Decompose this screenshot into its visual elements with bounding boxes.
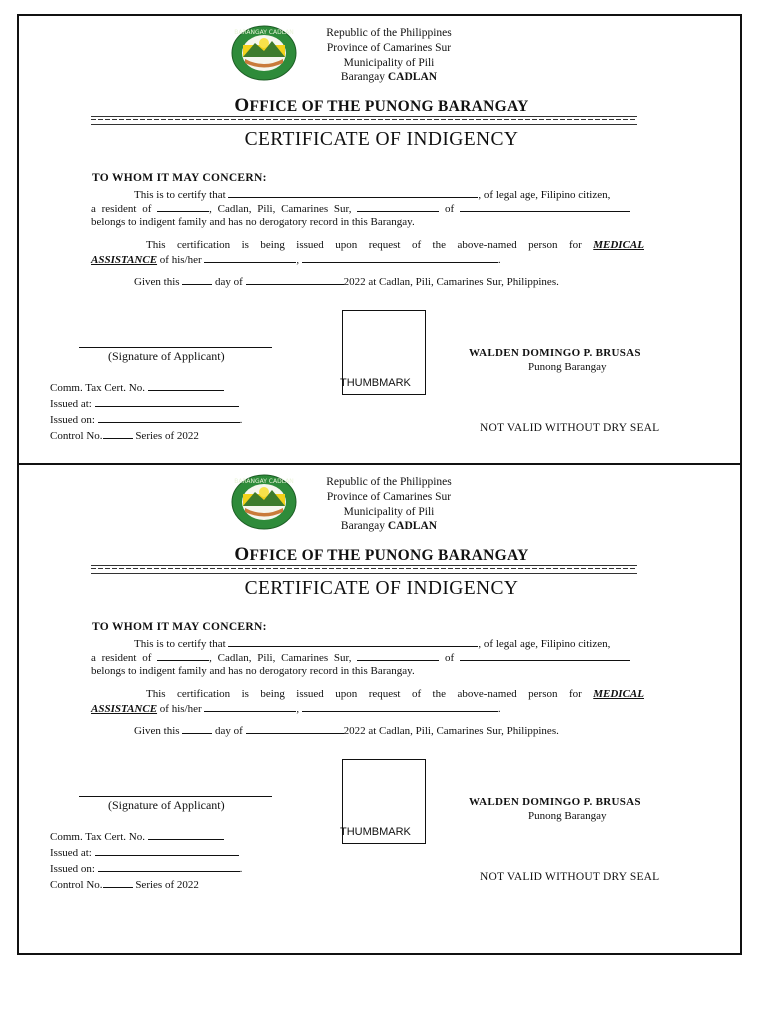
letterhead bbox=[279, 26, 499, 85]
body-line-3: belongs to indigent family and has no derogatory record in this Barangay. bbox=[91, 216, 415, 228]
purpose-line-2: ASSISTANCE of his/her , . bbox=[91, 703, 501, 715]
relation-blank[interactable] bbox=[357, 201, 439, 212]
control-field: Control No. Series of 2022 bbox=[50, 879, 199, 891]
purpose-line-2: ASSISTANCE of his/her , . bbox=[91, 254, 501, 266]
issued-on-blank[interactable] bbox=[98, 861, 240, 872]
control-blank[interactable] bbox=[103, 877, 133, 888]
ctc-blank[interactable] bbox=[148, 829, 224, 840]
official-position: Punong Barangay bbox=[528, 361, 607, 373]
month-blank[interactable] bbox=[246, 274, 344, 285]
salutation: TO WHOM IT MAY CONCERN: bbox=[92, 172, 267, 184]
municipality-line: Municipality of Pili bbox=[343, 505, 435, 518]
body-line-2: a resident of , Cadlan, Pili, Camarines Sur, of bbox=[91, 201, 630, 216]
thumbmark-label: THUMBMARK bbox=[340, 826, 411, 838]
issued-at-blank[interactable] bbox=[95, 845, 239, 856]
relative-blank[interactable] bbox=[460, 650, 630, 661]
control-field: Control No. Series of 2022 bbox=[50, 430, 199, 442]
barangay-line: Barangay CADLAN bbox=[340, 71, 438, 84]
given-line: Given this day of 2022 at Cadlan, Pili, Camarines Sur, Philippines. bbox=[134, 725, 559, 737]
body-line-1: This is to certify that , of legal age, Filipino citizen, bbox=[134, 189, 611, 201]
municipality-line: Municipality of Pili bbox=[343, 56, 435, 69]
applicant-signature-label: (Signature of Applicant) bbox=[108, 349, 225, 363]
day-blank[interactable] bbox=[182, 723, 212, 734]
office-heading: OFFICE OF THE PUNONG BARANGAY bbox=[234, 95, 529, 116]
ctc-blank[interactable] bbox=[148, 380, 224, 391]
body-line-2: a resident of , Cadlan, Pili, Camarines Sur, of bbox=[91, 650, 630, 665]
official-position: Punong Barangay bbox=[528, 810, 607, 822]
given-line: Given this day of 2022 at Cadlan, Pili, Camarines Sur, Philippines. bbox=[134, 276, 559, 288]
official-name: WALDEN DOMINGO P. BRUSAS bbox=[469, 796, 641, 808]
purpose-blank-2[interactable] bbox=[302, 252, 498, 263]
validity-note: NOT VALID WITHOUT DRY SEAL bbox=[480, 871, 660, 883]
thumbmark-label: THUMBMARK bbox=[340, 377, 411, 389]
body-line-3: belongs to indigent family and has no derogatory record in this Barangay. bbox=[91, 665, 415, 677]
seal-ring-text: BARANGAY CADLAN bbox=[234, 478, 294, 485]
certificate-title: CERTIFICATE OF INDIGENCY bbox=[244, 129, 519, 150]
purpose-blank-2[interactable] bbox=[302, 701, 498, 712]
province-line: Province of Camarines Sur bbox=[326, 490, 452, 503]
month-blank[interactable] bbox=[246, 723, 344, 734]
relative-blank[interactable] bbox=[460, 201, 630, 212]
applicant-signature-label: (Signature of Applicant) bbox=[108, 798, 225, 812]
letterhead bbox=[279, 475, 499, 534]
purok-blank[interactable] bbox=[157, 650, 209, 661]
name-blank[interactable] bbox=[228, 187, 478, 198]
relation-blank[interactable] bbox=[357, 650, 439, 661]
purpose-blank[interactable] bbox=[204, 252, 296, 263]
name-blank[interactable] bbox=[228, 636, 478, 647]
purpose-line-1: This certification is being issued upon request of the above-named person for MEDICAL bbox=[146, 688, 644, 700]
republic-line: Republic of the Philippines bbox=[326, 27, 452, 39]
purok-blank[interactable] bbox=[157, 201, 209, 212]
ctc-field: Comm. Tax Cert. No. bbox=[50, 829, 224, 843]
body-line-1: This is to certify that , of legal age, Filipino citizen, bbox=[134, 638, 611, 650]
issued-at-blank[interactable] bbox=[95, 396, 239, 407]
official-name: WALDEN DOMINGO P. BRUSAS bbox=[469, 347, 641, 359]
applicant-signature-line[interactable] bbox=[79, 347, 272, 348]
separator-line bbox=[91, 565, 637, 574]
control-blank[interactable] bbox=[103, 428, 133, 439]
issued-on-field: Issued on: . bbox=[50, 414, 243, 426]
certificate-title: CERTIFICATE OF INDIGENCY bbox=[244, 578, 519, 599]
day-blank[interactable] bbox=[182, 274, 212, 285]
issued-on-field: Issued on: . bbox=[50, 863, 243, 875]
ctc-field: Comm. Tax Cert. No. bbox=[50, 380, 224, 394]
province-line: Province of Camarines Sur bbox=[326, 41, 452, 54]
certificate-bottom bbox=[17, 463, 742, 955]
applicant-signature-line[interactable] bbox=[79, 796, 272, 797]
salutation: TO WHOM IT MAY CONCERN: bbox=[92, 621, 267, 633]
seal-ring-text: BARANGAY CADLAN bbox=[234, 29, 294, 36]
republic-line: Republic of the Philippines bbox=[326, 476, 452, 488]
issued-at-field: Issued at: bbox=[50, 845, 239, 859]
separator-line bbox=[91, 116, 637, 125]
certificate-top bbox=[17, 14, 742, 465]
issued-on-blank[interactable] bbox=[98, 412, 240, 423]
office-heading: OFFICE OF THE PUNONG BARANGAY bbox=[234, 544, 529, 565]
purpose-blank[interactable] bbox=[204, 701, 296, 712]
purpose-line-1: This certification is being issued upon request of the above-named person for MEDICAL bbox=[146, 239, 644, 251]
issued-at-field: Issued at: bbox=[50, 396, 239, 410]
barangay-line: Barangay CADLAN bbox=[340, 520, 438, 533]
validity-note: NOT VALID WITHOUT DRY SEAL bbox=[480, 422, 660, 434]
